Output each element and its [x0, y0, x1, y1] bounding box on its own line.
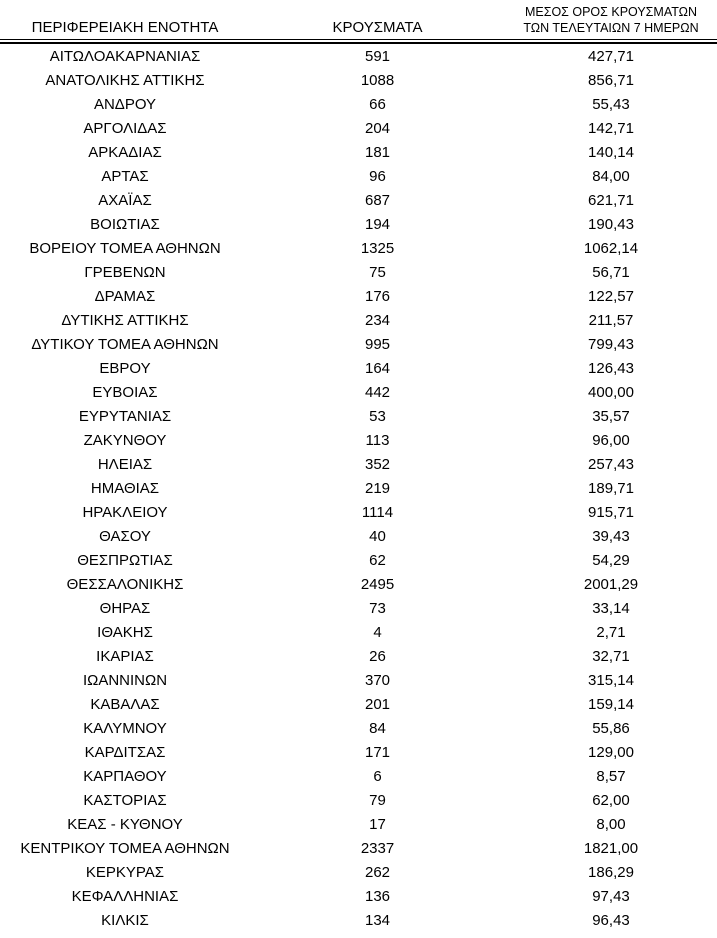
table-row — [0, 261, 717, 285]
cases-value: 79 — [369, 792, 386, 809]
cases-value: 687 — [364, 192, 391, 209]
table-row — [0, 549, 717, 573]
region-name: ΙΚΑΡΙΑΣ — [96, 648, 154, 665]
cases-value: 136 — [364, 888, 391, 905]
cases-value: 26 — [369, 648, 386, 665]
table-row — [0, 669, 717, 693]
avg7-value: 1062,14 — [583, 240, 639, 257]
region-name: ΚΕΡΚΥΡΑΣ — [85, 864, 165, 881]
cases-value: 1114 — [361, 504, 394, 521]
table-row — [0, 573, 717, 597]
region-name: ΑΡΤΑΣ — [101, 168, 149, 185]
avg7-value: 211,57 — [588, 312, 634, 329]
table-row — [0, 93, 717, 117]
cases-value: 62 — [369, 552, 386, 569]
cases-value: 262 — [364, 864, 391, 881]
table-body — [0, 44, 717, 933]
table-row — [0, 165, 717, 189]
cases-value: 194 — [364, 216, 391, 233]
table-row — [0, 789, 717, 813]
table-row — [0, 885, 717, 909]
table-row — [0, 237, 717, 261]
column-header-avg7 — [505, 4, 717, 39]
cases-value: 370 — [364, 672, 391, 689]
table-row — [0, 837, 717, 861]
region-name: ΘΕΣΣΑΛΟΝΙΚΗΣ — [66, 576, 184, 593]
cases-value: 201 — [364, 696, 391, 713]
cases-value: 1325 — [360, 240, 395, 257]
avg7-value: 856,71 — [588, 72, 634, 89]
avg7-value: 32,71 — [592, 648, 630, 665]
region-name: ΗΡΑΚΛΕΙΟΥ — [82, 504, 168, 521]
avg7-value: 142,71 — [588, 120, 634, 137]
region-name: ΑΝΔΡΟΥ — [93, 96, 157, 113]
avg7-value: 400,00 — [588, 384, 634, 401]
avg7-value: 427,71 — [588, 48, 634, 65]
table-row — [0, 861, 717, 885]
region-name: ΕΥΡΥΤΑΝΙΑΣ — [78, 408, 172, 425]
cases-value: 6 — [373, 768, 382, 785]
region-name: ΓΡΕΒΕΝΩΝ — [84, 264, 166, 281]
avg7-value: 96,43 — [592, 912, 630, 929]
region-name: ΘΗΡΑΣ — [99, 600, 151, 617]
avg7-value: 2001,29 — [583, 576, 639, 593]
cases-value: 171 — [364, 744, 391, 761]
table-row — [0, 45, 717, 69]
avg7-value: 84,00 — [592, 168, 630, 185]
region-name: ΘΑΣΟΥ — [99, 528, 151, 545]
avg7-value: 55,43 — [592, 96, 630, 113]
table-row — [0, 693, 717, 717]
cases-value: 995 — [364, 336, 391, 353]
region-name: ΚΕΝΤΡΙΚΟΥ ΤΟΜΕΑ ΑΘΗΝΩΝ — [20, 840, 230, 857]
region-name: ΚΕΑΣ - ΚΥΘΝΟΥ — [67, 816, 183, 833]
table-row — [0, 285, 717, 309]
table-row — [0, 621, 717, 645]
region-name: ΕΒΡΟΥ — [99, 360, 151, 377]
region-name: ΗΛΕΙΑΣ — [97, 456, 153, 473]
region-name: ΗΜΑΘΙΑΣ — [90, 480, 160, 497]
region-name: ΑΙΤΩΛΟΑΚΑΡΝΑΝΙΑΣ — [49, 48, 201, 65]
avg7-value: 186,29 — [588, 864, 634, 881]
region-name: ΚΑΒΑΛΑΣ — [90, 696, 160, 713]
avg7-value: 140,14 — [588, 144, 634, 161]
table-row — [0, 69, 717, 93]
avg7-value: 2,71 — [596, 624, 626, 641]
region-name: ΕΥΒΟΙΑΣ — [92, 384, 158, 401]
table-row — [0, 189, 717, 213]
avg7-value: 315,14 — [588, 672, 634, 689]
table-row — [0, 453, 717, 477]
region-name: ΔΥΤΙΚΗΣ ΑΤΤΙΚΗΣ — [61, 312, 189, 329]
cases-value: 73 — [369, 600, 386, 617]
avg7-value: 62,00 — [592, 792, 630, 809]
table-row — [0, 309, 717, 333]
cases-value: 176 — [364, 288, 391, 305]
avg7-value: 126,43 — [588, 360, 634, 377]
table-row — [0, 213, 717, 237]
column-header-cases: ΚΡΟΥΣΜΑΤΑ — [332, 19, 423, 36]
table-row — [0, 333, 717, 357]
table-row — [0, 597, 717, 621]
avg7-value: 129,00 — [588, 744, 634, 761]
table-row — [0, 645, 717, 669]
table-row — [0, 813, 717, 837]
column-header-avg7-line2: ΤΩΝ ΤΕΛΕΥΤΑΙΩΝ 7 ΗΜΕΡΩΝ — [523, 21, 699, 35]
avg7-value: 190,43 — [588, 216, 634, 233]
cases-value: 84 — [369, 720, 386, 737]
cases-value: 234 — [364, 312, 391, 329]
table-row — [0, 741, 717, 765]
cases-value: 4 — [373, 624, 382, 641]
avg7-value: 39,43 — [592, 528, 630, 545]
table-row — [0, 717, 717, 741]
table-row — [0, 405, 717, 429]
region-name: ΑΧΑΪΑΣ — [98, 192, 152, 209]
avg7-value: 915,71 — [588, 504, 634, 521]
avg7-value: 96,00 — [592, 432, 630, 449]
cases-value: 96 — [369, 168, 386, 185]
region-name: ΙΘΑΚΗΣ — [97, 624, 153, 641]
region-name: ΚΑΡΠΑΘΟΥ — [83, 768, 167, 785]
cases-value: 75 — [369, 264, 386, 281]
cases-value: 164 — [364, 360, 391, 377]
region-name: ΙΩΑΝΝΙΝΩΝ — [82, 672, 168, 689]
cases-value: 442 — [364, 384, 391, 401]
avg7-value: 97,43 — [592, 888, 630, 905]
table-row — [0, 357, 717, 381]
avg7-value: 55,86 — [592, 720, 630, 737]
avg7-value: 35,57 — [592, 408, 630, 425]
table-row — [0, 909, 717, 933]
table-header-row — [0, 0, 717, 39]
region-name: ΖΑΚΥΝΘΟΥ — [83, 432, 167, 449]
table-row — [0, 117, 717, 141]
region-name: ΒΟΙΩΤΙΑΣ — [90, 216, 160, 233]
cases-value: 53 — [369, 408, 386, 425]
region-name: ΚΑΣΤΟΡΙΑΣ — [83, 792, 167, 809]
region-name: ΔΥΤΙΚΟΥ ΤΟΜΕΑ ΑΘΗΝΩΝ — [31, 336, 219, 353]
avg7-value: 8,57 — [596, 768, 626, 785]
cases-value: 66 — [369, 96, 386, 113]
region-name: ΒΟΡΕΙΟΥ ΤΟΜΕΑ ΑΘΗΝΩΝ — [29, 240, 221, 257]
region-name: ΚΑΡΔΙΤΣΑΣ — [84, 744, 166, 761]
avg7-value: 54,29 — [592, 552, 630, 569]
table-row — [0, 429, 717, 453]
table-row — [0, 501, 717, 525]
avg7-value: 8,00 — [596, 816, 626, 833]
cases-value: 591 — [364, 48, 391, 65]
region-name: ΑΝΑΤΟΛΙΚΗΣ ΑΤΤΙΚΗΣ — [45, 72, 205, 89]
table-row — [0, 141, 717, 165]
cases-value: 134 — [364, 912, 391, 929]
avg7-value: 189,71 — [588, 480, 634, 497]
cases-value: 204 — [364, 120, 391, 137]
table-row — [0, 381, 717, 405]
avg7-value: 1821,00 — [583, 840, 639, 857]
region-name: ΚΙΛΚΙΣ — [101, 912, 149, 929]
cases-value: 17 — [369, 816, 386, 833]
column-header-region: ΠΕΡΙΦΕΡΕΙΑΚΗ ΕΝΟΤΗΤΑ — [31, 19, 219, 36]
region-name: ΑΡΓΟΛΙΔΑΣ — [83, 120, 167, 137]
avg7-value: 122,57 — [588, 288, 634, 305]
avg7-value: 621,71 — [588, 192, 634, 209]
cases-value: 2495 — [360, 576, 395, 593]
column-header-avg7-line1: ΜΕΣΟΣ ΟΡΟΣ ΚΡΟΥΣΜΑΤΩΝ — [524, 5, 698, 19]
cases-value: 40 — [369, 528, 386, 545]
table-row — [0, 765, 717, 789]
cases-value: 219 — [364, 480, 391, 497]
cases-value: 2337 — [360, 840, 395, 857]
avg7-value: 33,14 — [592, 600, 630, 617]
table-row — [0, 525, 717, 549]
avg7-value: 257,43 — [588, 456, 634, 473]
cases-value: 352 — [364, 456, 391, 473]
table-row — [0, 477, 717, 501]
region-name: ΚΕΦΑΛΛΗΝΙΑΣ — [71, 888, 179, 905]
region-name: ΔΡΑΜΑΣ — [94, 288, 156, 305]
region-name: ΑΡΚΑΔΙΑΣ — [88, 144, 162, 161]
avg7-value: 799,43 — [588, 336, 634, 353]
cases-value: 113 — [365, 432, 390, 449]
region-name: ΘΕΣΠΡΩΤΙΑΣ — [77, 552, 173, 569]
cases-value: 1088 — [360, 72, 395, 89]
avg7-value: 56,71 — [592, 264, 630, 281]
avg7-value: 159,14 — [588, 696, 634, 713]
region-name: ΚΑΛΥΜΝΟΥ — [83, 720, 167, 737]
cases-value: 181 — [364, 144, 391, 161]
